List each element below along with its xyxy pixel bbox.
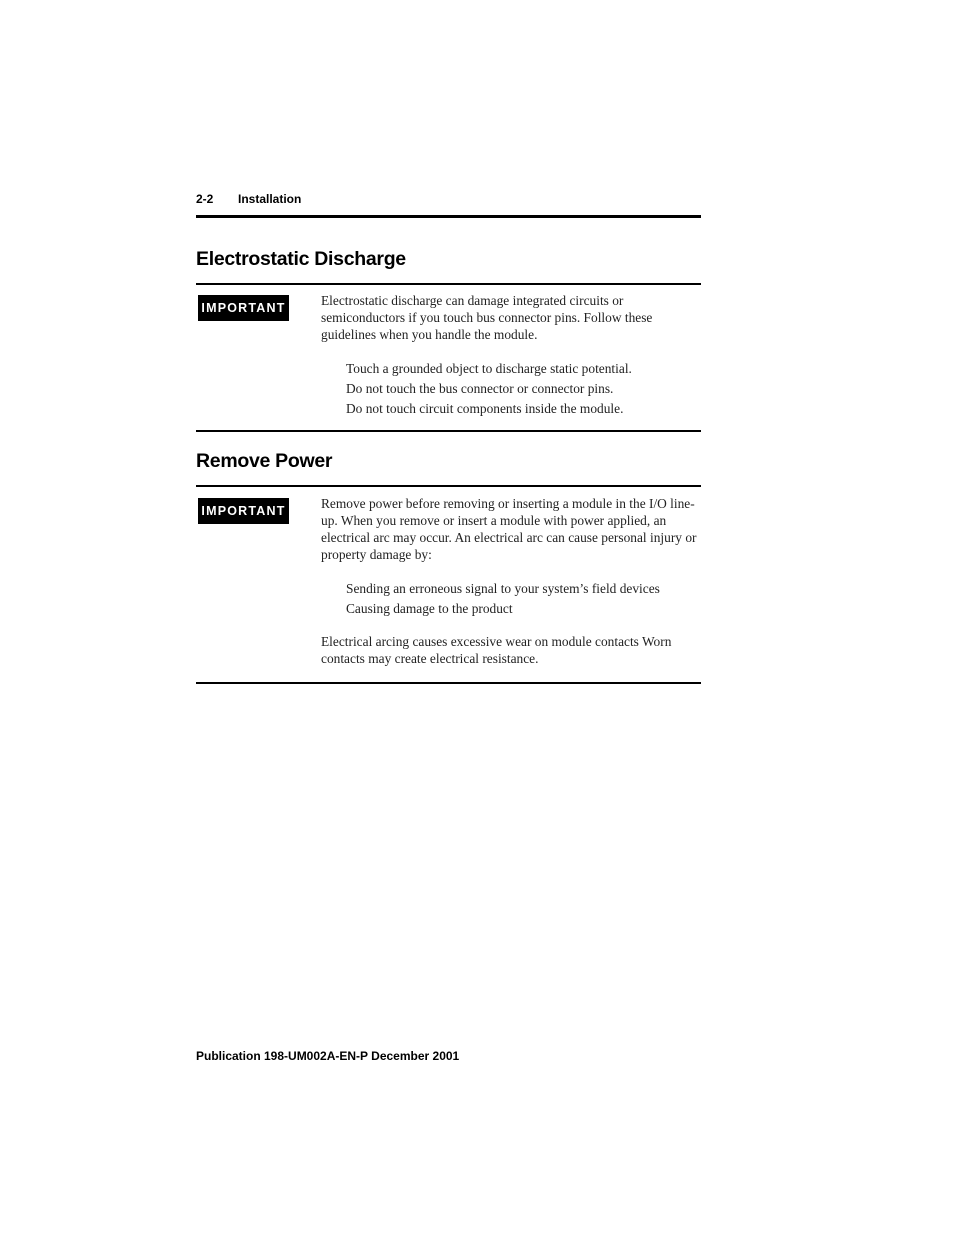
section-heading-remove-power: Remove Power — [196, 450, 333, 472]
section-top-rule — [196, 283, 701, 285]
section-top-rule — [196, 485, 701, 487]
important-badge: IMPORTANT — [198, 295, 289, 321]
running-header — [196, 192, 302, 206]
important-note-body — [321, 292, 706, 420]
list-item: Sending an erroneous signal to your system’s field devices — [346, 581, 660, 596]
closing-paragraph: Electrical arcing causes excessive wear on module contacts Worn contacts may create electrical resistance. — [321, 634, 672, 667]
important-note-body — [321, 495, 706, 667]
note-paragraph: Electrostatic discharge can damage integrated circuits or semiconductors if you touch bus connector pins. Follow these guidelines when you handle the module. — [321, 293, 653, 342]
section-bottom-rule — [196, 430, 701, 432]
section-bottom-rule — [196, 682, 701, 684]
guideline-list — [321, 359, 706, 420]
hazard-list — [321, 579, 706, 619]
note-paragraph: Remove power before removing or inserting a module in the I/O line-up. When you remove or insert a module with power applied, an electrical arc may occur. An electrical arc can cause personal injury or property damage by: — [321, 496, 697, 562]
list-item: Do not touch circuit components inside the module. — [346, 401, 624, 417]
list-item: Do not touch the bus connector or connector pins. — [346, 381, 614, 397]
important-badge: IMPORTANT — [198, 498, 289, 524]
page-number: 2-2 — [196, 192, 214, 206]
publication-footer: Publication 198-UM002A-EN-P December 2001 — [196, 1049, 460, 1063]
section-heading-electrostatic-discharge: Electrostatic Discharge — [196, 248, 406, 270]
list-item: Causing damage to the product — [346, 601, 513, 617]
chapter-title: Installation — [238, 192, 302, 206]
list-item: Touch a grounded object to discharge static potential. — [346, 361, 632, 376]
header-rule — [196, 215, 701, 218]
